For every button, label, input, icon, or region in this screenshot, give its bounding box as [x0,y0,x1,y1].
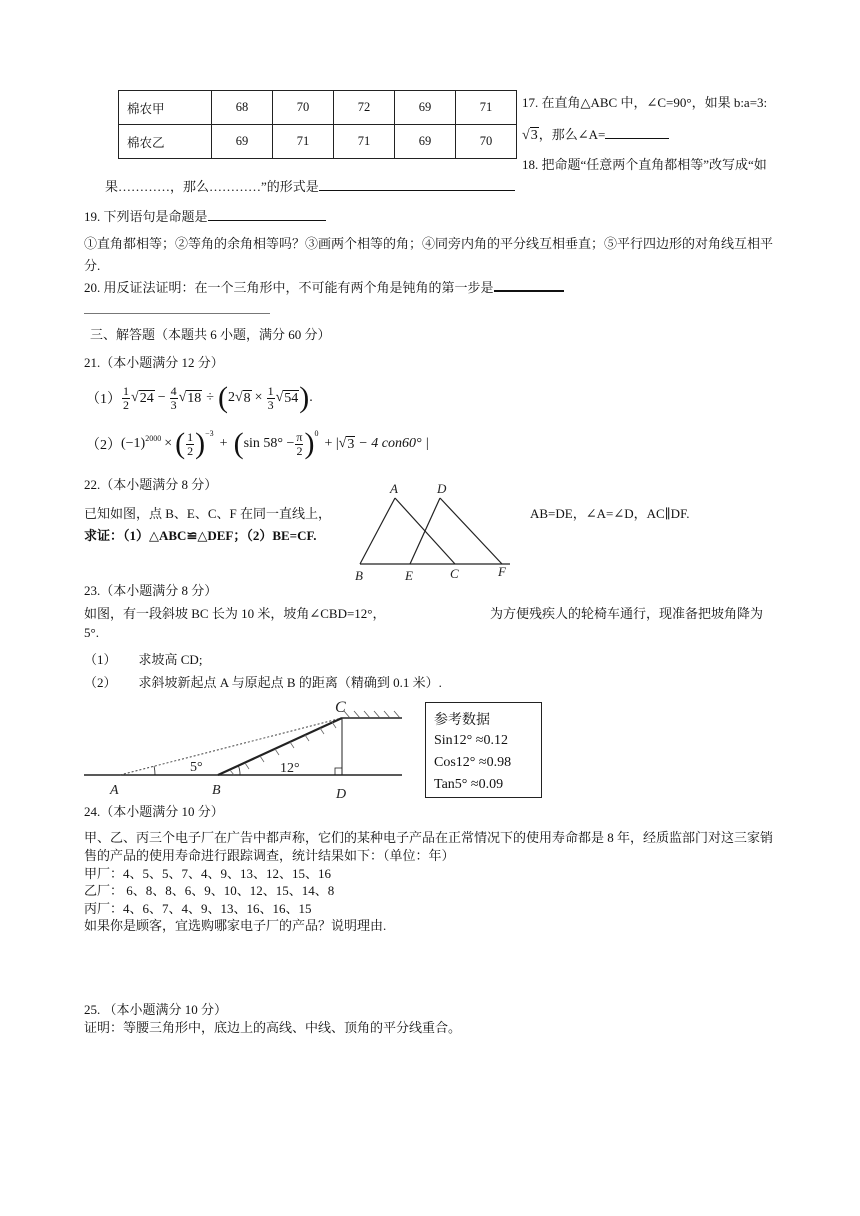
table-row [119,125,517,159]
sqrt-value: 8 [243,390,251,406]
label-c: C [335,699,346,716]
part-text: 求斜坡新起点 A 与原起点 B 的距离（精确到 0.1 米）. [138,675,442,690]
slope-figure [80,698,410,802]
q24-line5: 丙厂：4、6、7、4、9、13、16、16、15 [84,901,312,916]
label-b: B [355,568,363,583]
q19-options-line2: 分. [84,258,101,273]
answer-blank[interactable] [494,290,564,292]
reference-data-box [425,702,542,798]
denominator: 2 [187,443,194,458]
table-cell: 68 [212,91,273,125]
table-cell: 69 [212,125,273,159]
coefficient: 2 [227,390,235,405]
fraction [295,431,303,457]
operator: − [157,390,166,405]
label-f: F [498,564,506,579]
q19-title [84,206,326,225]
q23-text: 如图，有一段斜坡 BC 长为 10 米，坡角∠CBD=12°， [84,606,386,621]
triangle-figure [350,478,520,584]
operator: + [219,436,228,451]
q23-line2: 5°. [84,625,99,640]
q22-line1b: AB=DE，∠A=∠D，AC∥DF. [530,506,690,521]
segment-de [410,498,440,564]
sqrt-value: 24 [139,390,154,406]
angle-12-label: 12° [280,761,300,776]
right-angle-mark [335,768,342,775]
q20-line [84,277,564,296]
table-cell: 70 [273,91,334,125]
sqrt-value: 18 [187,390,202,406]
label-d: D [437,481,447,496]
q21-part2: （2） (−1) $^{2000}$ × ( $\frac{1}{2}$ ) $^{-3}$ + ( sin 58° − $\frac{\pi}{2}$ ) $^0$ + | √ 3 − 4 con60° | [86,427,429,460]
q17-text: ，那么∠A= [538,127,606,142]
part-number: （2） [84,675,117,690]
q21-part1: （1） $\frac{1}{2}$ √ 24 − $\frac{4}{3}$ √ 18 ÷ ( 2 √ 8 × $\frac{1}{3}$ √ 54 ) . [86,381,313,414]
label-b: B [212,783,221,798]
q23-title: 23.（本小题满分 8 分） [84,583,218,598]
q24-line1: 甲、乙、丙三个电子厂在广告中都声称，它们的某种电子产品在正常情况下的使用寿命都是 8 年，经质监部门对这三家销 [84,830,774,845]
fraction [170,385,178,411]
ref-item: Tan5° ≈0.09 [434,777,504,792]
period: . [309,390,313,405]
q18-line2 [105,176,515,195]
numerator: 1 [187,429,194,444]
table-cell: 71 [456,91,517,125]
ref-item: Sin12° ≈0.12 [434,733,508,748]
q22-title: 22.（本小题满分 8 分） [84,477,218,492]
denominator: 3 [267,397,274,412]
exponent: 0 [314,428,319,438]
numerator: 4 [170,383,177,398]
operator: × [164,436,173,451]
q22-line2: 求证：（1）△ABC≌△DEF；（2）BE=CF. [84,528,317,543]
table-cell: 71 [334,125,395,159]
q25-title: 25. （本小题满分 10 分） [84,1002,228,1017]
numerator: π [296,429,303,444]
fraction [122,385,130,411]
abs-term: − 4 con60° | [358,436,429,451]
q23-line1b: 为方便残疾人的轮椅车通行，现准备把坡角降为 [490,606,764,621]
label-a: A [110,783,119,798]
table-cell: 71 [273,125,334,159]
operator: × [254,390,263,405]
part-label: （1） [86,392,121,407]
ref-item: Cos12° ≈0.98 [434,755,512,770]
base: (−1) [121,436,146,451]
q24-line4: 乙厂： 6、8、8、6、9、10、12、15、14、8 [84,883,335,898]
table-cell: 69 [395,91,456,125]
exponent: −3 [205,428,214,438]
q23-line1a [84,603,386,622]
fraction [267,385,275,411]
abs-open: + | [324,436,339,451]
part-label: （2） [86,438,121,453]
q23-part1 [84,649,202,668]
denominator: 3 [170,397,177,412]
fraction [186,431,194,457]
q19-text: 19. 下列语句是命题是 [84,209,208,224]
operator: ÷ [206,390,214,405]
angle-5-label: 5° [190,760,203,775]
q19-options-line1: ①直角都相等；②等角的余角相等吗？③画两个相等的角；④同旁内角的平分线互相垂直；⑤平行四边形的对角线互相平 [84,236,774,251]
part-text: 求坡高 CD; [138,652,203,667]
sqrt-value: 3 [347,436,355,452]
q24-line6: 如果你是顾客，宜选购哪家电子厂的产品？说明理由. [84,918,387,933]
label-a: A [390,481,398,496]
row-name: 棉农乙 [119,125,212,159]
q18-line1: 18. 把命题“任意两个直角都相等”改写成“如 [522,157,767,172]
q23-part2 [84,672,442,691]
q17-line1: 17. 在直角△ABC 中，∠C=90°，如果 b:a=3: [522,95,768,110]
q24-title: 24.（本小题满分 10 分） [84,804,224,819]
label-d: D [336,787,347,802]
q17-line2: √3，那么∠A= [522,124,669,144]
table-cell: 70 [456,125,517,159]
q18-text: 果…………，那么…………”的形式是 [105,179,319,194]
ref-title: 参考数据 [434,713,490,728]
label-e: E [405,568,413,583]
table-cell: 72 [334,91,395,125]
q22-line1: 已知如图，点 B、E、C、F 在同一直线上， [84,506,332,521]
new-slope-ac [120,718,342,775]
numerator: 1 [123,383,129,398]
denominator: 2 [296,443,303,458]
angle-arc-5 [154,766,155,775]
answer-blank[interactable] [208,220,326,221]
exponent: 2000 [145,433,162,443]
q25-line1: 证明：等腰三角形中，底边上的高线、中线、顶角的平分线重合。 [84,1020,462,1035]
sqrt-value: 3 [530,128,538,143]
table-cell: 69 [395,125,456,159]
q24-line3: 甲厂：4、5、5、7、4、9、13、12、15、16 [84,866,332,881]
denominator: 2 [123,397,129,412]
answer-blank[interactable] [319,190,515,191]
label-c: C [450,566,459,581]
segment-ab [360,498,395,564]
part-number: （1） [84,652,117,667]
answer-blank[interactable] [605,138,669,139]
sqrt-value: 54 [284,390,299,406]
q21-title: 21.（本小题满分 12 分） [84,355,224,370]
row-name: 棉农甲 [119,91,212,125]
segment-df [440,498,502,564]
sin-term: sin 58° − [243,436,295,451]
numerator: 1 [267,383,274,398]
section-title: 三、解答题（本题共 6 小题，满分 60 分） [90,327,331,342]
table-row [119,91,517,125]
score-table [118,90,517,159]
q24-line2: 售的产品的使用寿命进行跟踪调查，统计结果如下：（单位：年） [84,848,455,863]
q20-text: 20. 用反证法证明：在一个三角形中，不可能有两个角是钝角的第一步是 [84,280,494,295]
divider [84,313,270,314]
angle-arc-12 [238,765,240,775]
